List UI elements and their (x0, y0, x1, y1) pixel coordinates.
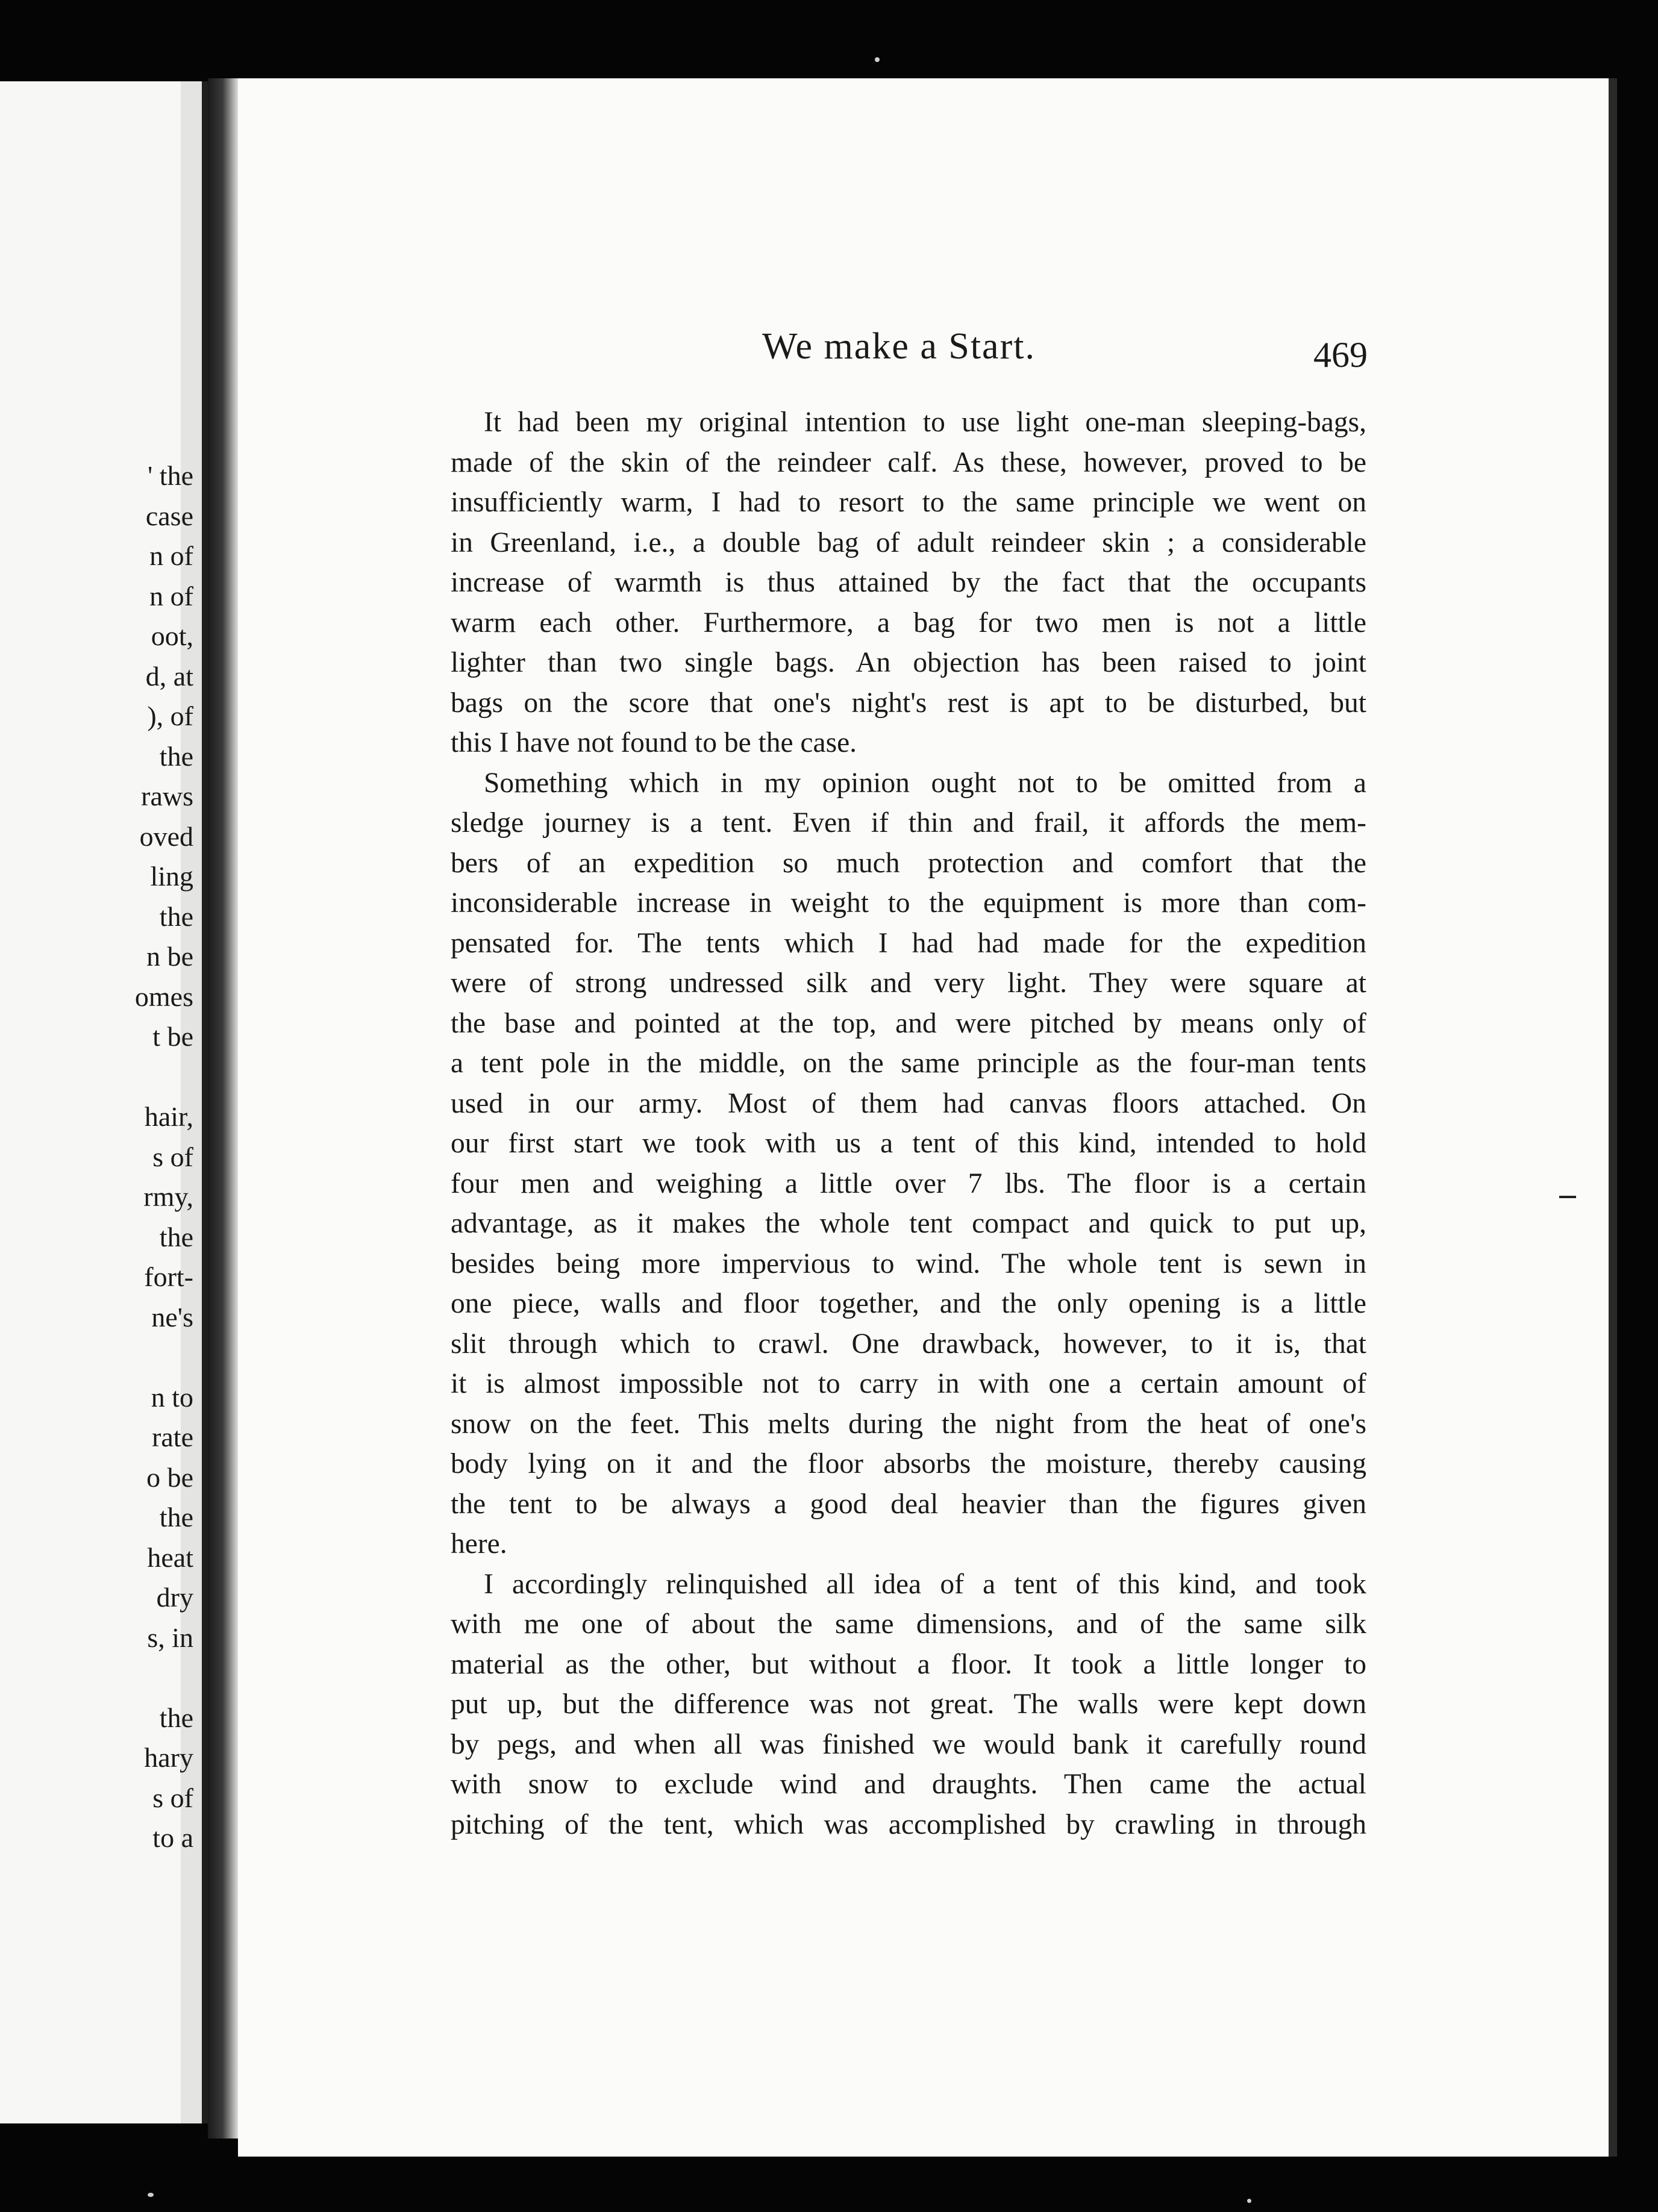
left-page-fragment (135, 1337, 193, 1378)
left-page-fragment: rate (152, 1422, 193, 1452)
left-page-fragment (135, 1057, 193, 1098)
text-line: warm each other. Furthermore, a bag for two men is not a little (451, 607, 1366, 639)
left-page-fragment: n of (149, 540, 193, 571)
text-line: made of the skin of the reindeer calf. As these, however, proved to be (451, 446, 1366, 478)
text-line: were of strong undressed silk and very light. They were square at (451, 967, 1366, 999)
text-line: used in our army. Most of them had canvas floors attached. On (451, 1087, 1366, 1119)
left-page-fragment: rmy, (143, 1181, 193, 1212)
text-line: with me one of about the same dimensions, and of the same silk (451, 1608, 1366, 1640)
text-line: snow on the feet. This melts during the night from the heat of one's (451, 1408, 1366, 1440)
text-line: slit through which to crawl. One drawback, however, to it is, that (451, 1328, 1366, 1360)
text-line: pitching of the tent, which was accomplished by crawling in through (451, 1808, 1366, 1840)
left-page-fragment: fort- (144, 1261, 193, 1292)
left-page-fragment: ling (150, 861, 193, 892)
text-line: bers of an expedition so much protection and comfort that the (451, 847, 1366, 879)
page-number: 469 (1313, 335, 1368, 375)
text-line: by pegs, and when all was finished we would bank it carefully round (451, 1728, 1366, 1760)
text-line: four men and weighing a little over 7 lbs. The floor is a certain (451, 1167, 1366, 1199)
left-page-fragment: t be (152, 1021, 193, 1052)
dust-speck (148, 2193, 154, 2197)
left-page-fragment: heat (147, 1542, 193, 1573)
left-page-fragment: the (159, 1702, 193, 1733)
left-page-fragment: the (159, 1502, 193, 1532)
text-line: in Greenland, i.e., a double bag of adult reindeer skin ; a considerable (451, 526, 1366, 558)
text-line: bags on the score that one's night's rest is apt to be disturbed, but (451, 687, 1366, 719)
text-line: besides being more impervious to wind. The whole tent is sewn in (451, 1248, 1366, 1279)
text-line: with snow to exclude wind and draughts. Then came the actual (451, 1769, 1366, 1800)
running-head: We make a Start. (762, 326, 1036, 367)
left-page-fragment: s of (152, 1141, 193, 1172)
text-line: advantage, as it makes the whole tent compact and quick to put up, (451, 1208, 1366, 1239)
left-page-fragment: ' the (148, 460, 193, 491)
text-line: our first start we took with us a tent of this kind, intended to hold (451, 1128, 1366, 1159)
left-page-fragment: ), of (147, 701, 193, 731)
left-page-fragment: raws (141, 781, 193, 811)
text-line: lighter than two single bags. An objection has been raised to joint (451, 647, 1366, 678)
left-page-fragment: the (159, 1221, 193, 1252)
left-page-fragment: the (159, 740, 193, 772)
margin-mark (1559, 1196, 1576, 1198)
left-page-fragment (135, 1658, 193, 1698)
text-line: insufficiently warm, I had to resort to the same principle we went on (451, 487, 1366, 518)
text-line: here. (451, 1528, 507, 1560)
left-page-fragment: hary (144, 1742, 193, 1773)
text-line: I accordingly relinquished all idea of a tent of this kind, and took (484, 1568, 1366, 1600)
dust-speck (875, 57, 880, 62)
left-page-fragment: hair, (144, 1101, 193, 1132)
left-page-fragment: ne's (151, 1301, 193, 1333)
left-page-fragment: d, at (145, 660, 193, 692)
left-page-fragment: s of (152, 1782, 193, 1813)
left-page-text-fragments (135, 456, 193, 1858)
text-line: put up, but the difference was not great. The walls were kept down (451, 1689, 1366, 1720)
left-page-fragment: n of (149, 580, 193, 611)
left-page (0, 81, 208, 2123)
left-page-fragment: o be (146, 1461, 193, 1493)
dust-speck (1247, 2199, 1251, 2203)
left-page-fragment: the (159, 901, 193, 932)
text-line: the base and pointed at the top, and were pitched by means only of (451, 1007, 1366, 1039)
left-page-fragment: n to (151, 1381, 193, 1413)
left-page-fragment: oved (139, 820, 193, 852)
left-page-fragment: oot, (151, 620, 193, 651)
text-line: a tent pole in the middle, on the same principle as the four-man tents (451, 1048, 1366, 1079)
text-line: pensated for. The tents which I had had made for the expedition (451, 927, 1366, 959)
left-page-fragment: s, in (147, 1622, 193, 1653)
text-line: sledge journey is a tent. Even if thin and frail, it affords the mem- (451, 807, 1366, 839)
left-page-fragment: omes (134, 981, 193, 1012)
text-line: it is almost impossible not to carry in with one a certain amount of (451, 1368, 1366, 1399)
left-page-fragment: n be (146, 941, 193, 972)
text-line: body lying on it and the floor absorbs the moisture, thereby causing (451, 1448, 1366, 1479)
left-page-fragment: dry (156, 1582, 193, 1613)
text-line: the tent to be always a good deal heavier than the figures given (451, 1488, 1366, 1520)
body-text (451, 402, 1366, 1845)
text-line: this I have not found to be the case. (451, 727, 857, 758)
text-line: inconsiderable increase in weight to the equipment is more than com- (451, 887, 1366, 919)
left-page-fragment: case (145, 500, 193, 531)
text-line: material as the other, but without a floor. It took a little longer to (451, 1648, 1366, 1680)
text-line: Something which in my opinion ought not to be omitted from a (484, 767, 1366, 799)
text-line: one piece, walls and floor together, and the only opening is a little (451, 1288, 1366, 1319)
text-line: It had been my original intention to use light one-man sleeping-bags, (484, 407, 1366, 438)
left-page-fragment: to a (152, 1822, 193, 1853)
text-line: increase of warmth is thus attained by the fact that the occupants (451, 567, 1366, 598)
